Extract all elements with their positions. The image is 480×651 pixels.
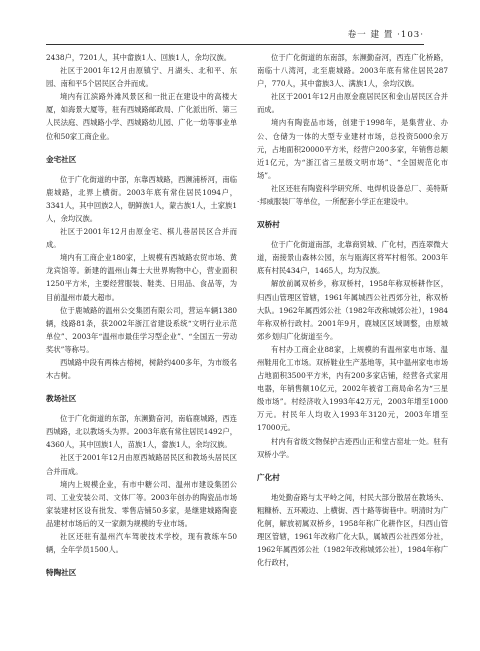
header-rule xyxy=(46,44,424,45)
section-heading: 特陶社区 xyxy=(46,568,77,578)
paragraph: 2438户，7201人，其中畲族1人、回族1人，余均汉族。 xyxy=(46,53,232,62)
paragraph: 位于广化街道南部，北靠商贸城、广化村，西连翠微大道，南接景山森林公园，东与瓯海区将军村相邻。2003年底有村民434户，1465人，均为汉族。 xyxy=(257,240,448,276)
paragraph: 位于广化街道的中部，东靠西城路，西濒浦桥河，南临鹿城路，北界上横街。2003年底有常住居民1094户，3341人，其中回族2人，朝鲜族1人，蒙古族1人，土家族1人，余均汉族。 xyxy=(46,174,237,223)
paragraph: 境内上规模企业，有市中糖公司、温州市建设集团公司、工业安装公司、文体厂等。2003年创办的陶瓷品市场家装建材区设有批发、零售店铺50多家，是继建城路陶瓷品建材市场后的又一家颇为规模的专业市场。 xyxy=(46,479,237,528)
paragraph: 社区于2001年12月由原金宅、棋儿巷居民区合并而成。 xyxy=(46,227,237,250)
paragraph: 位于鹿城路的温州公交集团有限公司，营运车辆1380辆，线路81条，获2002年浙江省建设系统“文明行业示范单位”、2003年“温州市最佳学习型企业”、“全国五一劳动奖状”等称号。 xyxy=(46,305,237,354)
paragraph: 解放前属双桥乡，称双桥村，1958年称双桥耕作区，归西山管理区管辖，1961年属城西公社西郊分社，称双桥大队。1962年属西郊公社（1982年改称城郊公社），1984年称双桥行政村。2001年9月，鹿城区区域调整，由原城郊乡划归广化街道至今。 xyxy=(257,279,448,341)
paragraph: 社区于2001年12月由原镇宁、月湖头、北和平、东园、南和平5个居民区合并而成。 xyxy=(46,66,237,89)
section-heading: 金宅社区 xyxy=(46,154,77,164)
paragraph: 有村办工商企业88家，上规模的有温州家电市场、温州鞋用化工市场。双桥鞋业生产基地等，其中温州家电市场占地面积3500平方米，内有200多家店铺，经营各式家用电器，年销售额10亿元，2002年被省工商局命名为“三星级市场”。村经济收入1993年42万元，2003年增至1000万元。村民年人均收入1993年3120元，2003年增至17000元。 xyxy=(257,344,448,433)
paragraph: 境内有工商企业180家，上规模有西城路农贸市场、黄龙宾馆等。新建的温州山舞士大世界购物中心，营业面积1250平方米，主要经营服装、鞋类、日用品、食品等，为目前温州市最大超市。 xyxy=(46,253,237,302)
section-heading: 教场社区 xyxy=(46,394,77,404)
paragraph: 境内有陶瓷品市场，创建于1998年，是集营业、办公、仓储为一体的大型专业建材市场，总投资5000余万元，占地面积20000平方米，经营户200多家，年销售总额近1亿元，为“浙江省三星级文明市场”、“全国规范化市场”。 xyxy=(257,118,448,180)
paragraph: 社区还驻有温州汽车驾驶技术学校，现有教练车50辆，全年学员1500人。 xyxy=(46,532,237,555)
section-heading: 双桥村 xyxy=(257,220,280,230)
right-column xyxy=(257,51,448,569)
paragraph: 境内有江滨路外滩风景区和一批正在建设中的高楼大厦，如海景大厦等，驻有西城路邮政局、广化派出所、第三人民法庭、西城路小学、西城路幼儿园、广化一幼等事业单位和50家工商企业。 xyxy=(46,92,237,141)
paragraph: 社区于2001年12月由原金鹿居民区和金山居民区合并而成。 xyxy=(257,92,448,115)
paragraph: 村内有省级文物保护古迹西山正和堂古窑址一处。驻有双桥小学。 xyxy=(257,436,448,459)
paragraph: 西城路中段有两株古榕树，树龄约400多年，为市级名木古树。 xyxy=(46,357,237,381)
section-heading: 广化村 xyxy=(257,472,280,482)
left-column xyxy=(46,51,237,586)
paragraph: 社区于2001年12月由原西城路居民区和教场头居民区合并而成。 xyxy=(46,453,237,476)
paragraph: 位于广化街道的东部，东濒勤奋河，南临鹿城路，西连西城路，北以教场头为界。2003年底有常住居民1492户，4360人，其中回族1人，苗族1人，畲族1人，余均汉族。 xyxy=(46,414,237,450)
paragraph: 社区还驻有陶瓷科学研究所、电焊机设备总厂、美特斯·邦威服装厂等单位，一所配套小学正在建设中。 xyxy=(257,183,448,207)
running-header: 卷一 建 置 ·103· xyxy=(347,30,424,40)
paragraph: 位于广化街道的东南部，东濒勤奋河，西连广化桥路，南临十八湾河，北至鹿城路。2003年底有常住居民287户，770人，其中畲族3人、满族1人，余均汉族。 xyxy=(257,53,448,89)
paragraph: 地处勤奋路与太平岭之间，村民大部分散居在教场头、粗糠桥、五环殿边、上横街、西十路等街巷中。明清时为广化舸，解放初属双桥乡，1958年称广化耕作区，归西山管理区管辖，1961年改称广化大队，属城西公社西郊分社，1962年属西郊公社（1982年改称城郊公社），1984年称广化行政村， xyxy=(257,492,448,568)
